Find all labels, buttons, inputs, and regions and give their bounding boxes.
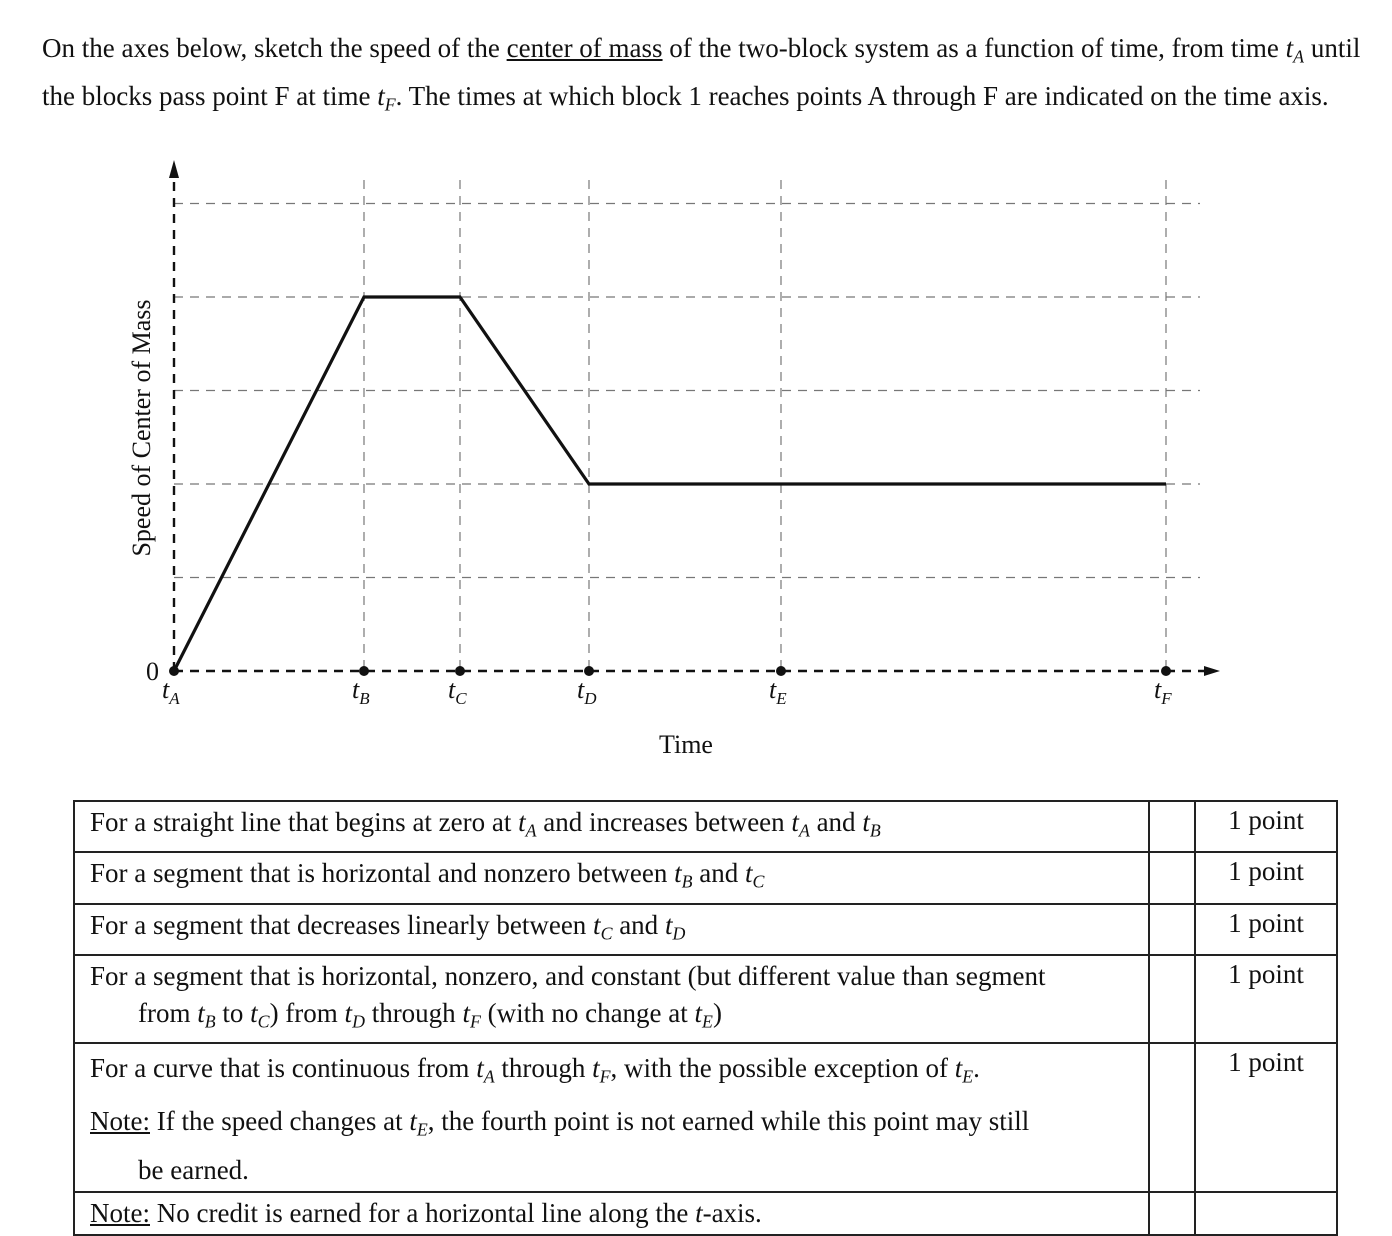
points-label: 1 point — [1195, 904, 1337, 955]
rubric-desc: For a segment that decreases linearly between $t_C$ and $t_D$ — [74, 904, 1149, 955]
check-box[interactable] — [1149, 1192, 1195, 1235]
x-tick-label-tC: $t_C$ — [448, 675, 467, 708]
scoring-rubric — [73, 800, 1338, 1236]
check-box[interactable] — [1149, 955, 1195, 1043]
tick-dot-tA — [169, 666, 179, 676]
tick-dot-tC — [455, 666, 465, 676]
check-box[interactable] — [1149, 852, 1195, 903]
prompt-underlined-term: center of mass — [506, 33, 663, 63]
x-tick-label-tA: $t_A$ — [162, 675, 180, 708]
rubric-desc: For a curve that is continuous from $t_A$ through $t_F$, with the possible exception of $t_E$. Note: If the speed changes at $t_E$, the fourth point is not earned while this point may still be earned. — [74, 1043, 1149, 1192]
check-box[interactable] — [1149, 801, 1195, 852]
axis-labels — [127, 299, 1172, 759]
prompt-text: . The times at which block 1 reaches points A through F are indicated on the time axis. — [395, 81, 1329, 112]
tick-dot-tF — [1161, 666, 1171, 676]
prompt-text: On the axes below, sketch the speed of the — [42, 33, 507, 63]
y-zero-label: 0 — [146, 657, 159, 686]
rubric-desc: Note: No credit is earned for a horizontal line along the t-axis. — [74, 1192, 1149, 1235]
axes — [169, 160, 1220, 676]
rubric-desc: For a segment that is horizontal, nonzero, and constant (but different value than segment from $t_B$ to $t_C$) from $t_D$ through $t_F$ (with no change at $t_E$) — [74, 955, 1149, 1043]
x-tick-label-tE: $t_E$ — [769, 675, 787, 708]
rubric-row — [74, 1043, 1337, 1192]
points-label: 1 point — [1195, 955, 1337, 1043]
x-tick-label-tD: $t_D$ — [577, 675, 597, 708]
points-label: 1 point — [1195, 852, 1337, 903]
points-label: 1 point — [1195, 801, 1337, 852]
x-tick-label-tF: $t_F$ — [1154, 675, 1172, 708]
y-axis-label: Speed of Center of Mass — [127, 299, 156, 557]
rubric-row — [74, 955, 1337, 1043]
check-box[interactable] — [1149, 1043, 1195, 1192]
points-label: 1 point — [1195, 1043, 1337, 1192]
rubric-desc: For a straight line that begins at zero at $t_A$ and increases between $t_A$ and $t_B$ — [74, 801, 1149, 852]
prompt-text: until the blocks pass point F at time — [42, 33, 1361, 112]
check-box[interactable] — [1149, 904, 1195, 955]
var-tF: $t_F$ — [377, 81, 396, 115]
tick-dot-tD — [584, 666, 594, 676]
x-axis-arrow — [1204, 666, 1220, 676]
rubric-row — [74, 1192, 1337, 1235]
x-axis-label: Time — [659, 730, 713, 759]
rubric-row — [74, 801, 1337, 852]
tick-dot-tB — [359, 666, 369, 676]
rubric-row — [74, 852, 1337, 903]
rubric-row — [74, 904, 1337, 955]
prompt-text: of the two-block system as a function of time, from time — [662, 33, 1286, 63]
grid-lines — [174, 180, 1200, 671]
tick-dot-tE — [776, 666, 786, 676]
rubric-desc: For a segment that is horizontal and nonzero between $t_B$ and $t_C$ — [74, 852, 1149, 903]
var-tA: $t_A$ — [1285, 33, 1305, 67]
y-axis-arrow — [169, 160, 179, 178]
points-label — [1195, 1192, 1337, 1235]
x-tick-label-tB: $t_B$ — [352, 675, 370, 708]
